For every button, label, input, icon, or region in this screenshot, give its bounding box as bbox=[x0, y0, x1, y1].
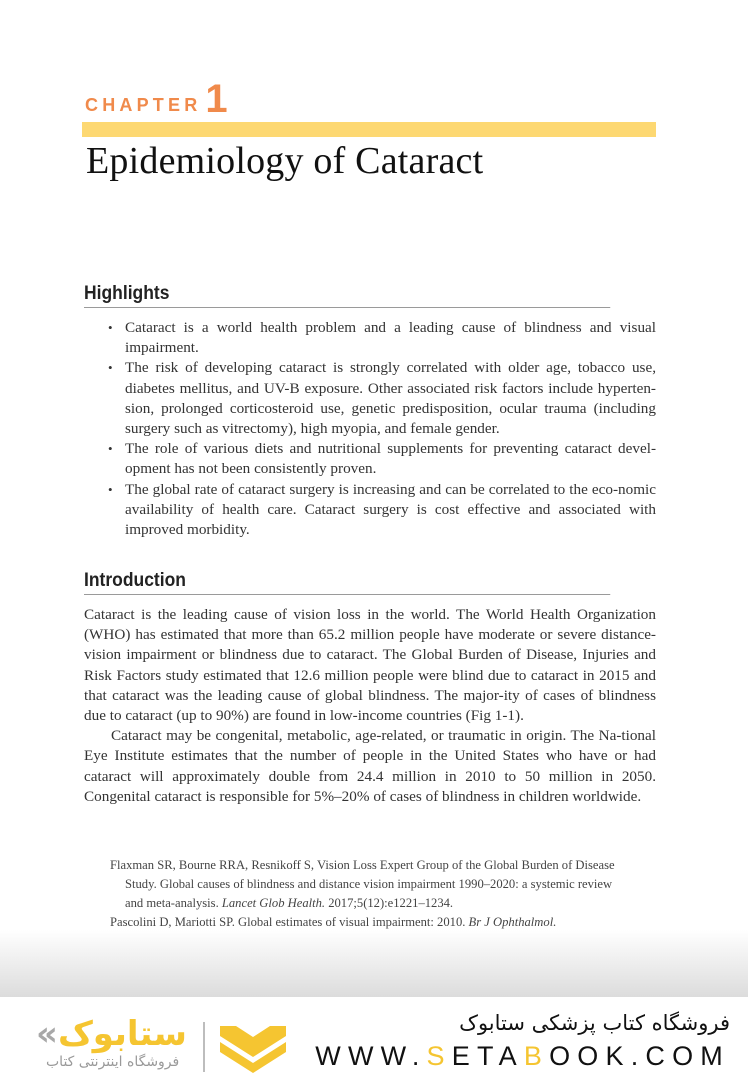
introduction-body bbox=[84, 605, 656, 807]
paragraph: Cataract may be congenital, metabolic, age-related, or traumatic in origin. The Na-tional Eye Institute estimates that the number of people in the United States who have or had cataract will approximately double from 24.4 million in 2010 to 50 million in 2050. Congenital cataract is responsible for 5%–20% of cases of blindness in children worldwide. bbox=[84, 727, 656, 805]
bullet-icon: • bbox=[108, 320, 113, 335]
reference-text: Flaxman SR, Bourne RRA, Resnikoff S, Vision Loss Expert Group of the Global Burden of Disease Study. Global causes of blindness and distance vision impairment 1990–2020: a systemic review and meta-analysis. bbox=[110, 858, 615, 910]
highlight-item bbox=[106, 480, 656, 541]
paragraph: Cataract is the leading cause of vision loss in the world. The World Health Organization (WHO) has estimated that more than 65.2 million people have moderate or severe distance-vision impairment or blindness due to cataract. The Global Burden of Disease, Injuries and Risk Factors study estimated that 12.6 million people were blind due to cataract in 2015 and that cataract was the leading cause of global blindness. The major-ity of cases of blindness due to cataract (up to 90%) are found in low-income countries (Fig 1-1). bbox=[84, 606, 656, 725]
logo-wordmark bbox=[36, 1016, 187, 1052]
highlight-item bbox=[106, 439, 656, 479]
highlight-text: The risk of developing cataract is strongly correlated with older age, tobacco use, diabetes mellitus, and UV-B exposure. Other associated risk factors include hyperten-sion, prolonged corticosteroid use, genetic predisposition, ocular trauma (including surgery such as vitrectomy), high myopia, and female gender. bbox=[125, 359, 656, 438]
reference-journal: Br J Ophthalmol. bbox=[468, 915, 557, 929]
store-url[interactable] bbox=[315, 1040, 730, 1072]
highlight-text: The role of various diets and nutritional supplements for preventing cataract devel-opment has not been consistently proven. bbox=[125, 440, 656, 478]
bullet-icon: • bbox=[108, 441, 113, 457]
chevron-logo-icon bbox=[214, 1020, 292, 1076]
url-part: WWW. bbox=[315, 1041, 427, 1071]
setabook-logo bbox=[36, 1014, 296, 1080]
url-part: ETA bbox=[451, 1041, 524, 1071]
reference-text: Pascolini D, Mariotti SP. Global estimates of visual impairment: 2010. bbox=[110, 915, 469, 929]
page-bottom-shadow bbox=[0, 930, 748, 997]
url-part-highlight: B bbox=[523, 1041, 550, 1071]
logo-divider bbox=[203, 1022, 205, 1072]
bullet-icon: • bbox=[108, 481, 113, 497]
introduction-heading bbox=[84, 570, 610, 595]
reference-item bbox=[110, 856, 630, 913]
double-chevron-icon: « bbox=[36, 1014, 58, 1054]
logo-word: ستابوک bbox=[57, 1014, 187, 1054]
reference-journal: Lancet Glob Health. bbox=[221, 896, 326, 910]
logo-subtitle: فروشگاه اینترنتی کتاب bbox=[46, 1054, 180, 1070]
chapter-label bbox=[85, 77, 228, 121]
reference-citation: 2017;5(12):e1221–1234. bbox=[325, 896, 454, 910]
highlight-text: The global rate of cataract surgery is increasing and can be correlated to the eco-nomic availability of health care. Cataract surgery is cost effective and associated with improved morbidity. bbox=[125, 480, 656, 539]
url-part-highlight: S bbox=[426, 1041, 452, 1071]
store-name: فروشگاه کتاب پزشکی ستابوک bbox=[459, 1011, 730, 1035]
bullet-icon: • bbox=[108, 360, 113, 376]
chapter-number: 1 bbox=[205, 77, 228, 121]
chapter-word: CHAPTER bbox=[85, 95, 202, 115]
highlight-text: Cataract is a world health problem and a leading cause of blindness and visual impairment. bbox=[125, 319, 656, 357]
url-part: OOK.COM bbox=[549, 1041, 730, 1071]
highlights-heading bbox=[84, 283, 610, 308]
highlights-list bbox=[106, 318, 656, 540]
chapter-accent-bar bbox=[82, 122, 656, 137]
highlights-heading-text: Highlights bbox=[84, 283, 170, 304]
introduction-heading-text: Introduction bbox=[84, 570, 186, 591]
highlight-item bbox=[106, 318, 656, 358]
highlight-item bbox=[106, 358, 656, 439]
chapter-title: Epidemiology of Cataract bbox=[86, 140, 484, 182]
